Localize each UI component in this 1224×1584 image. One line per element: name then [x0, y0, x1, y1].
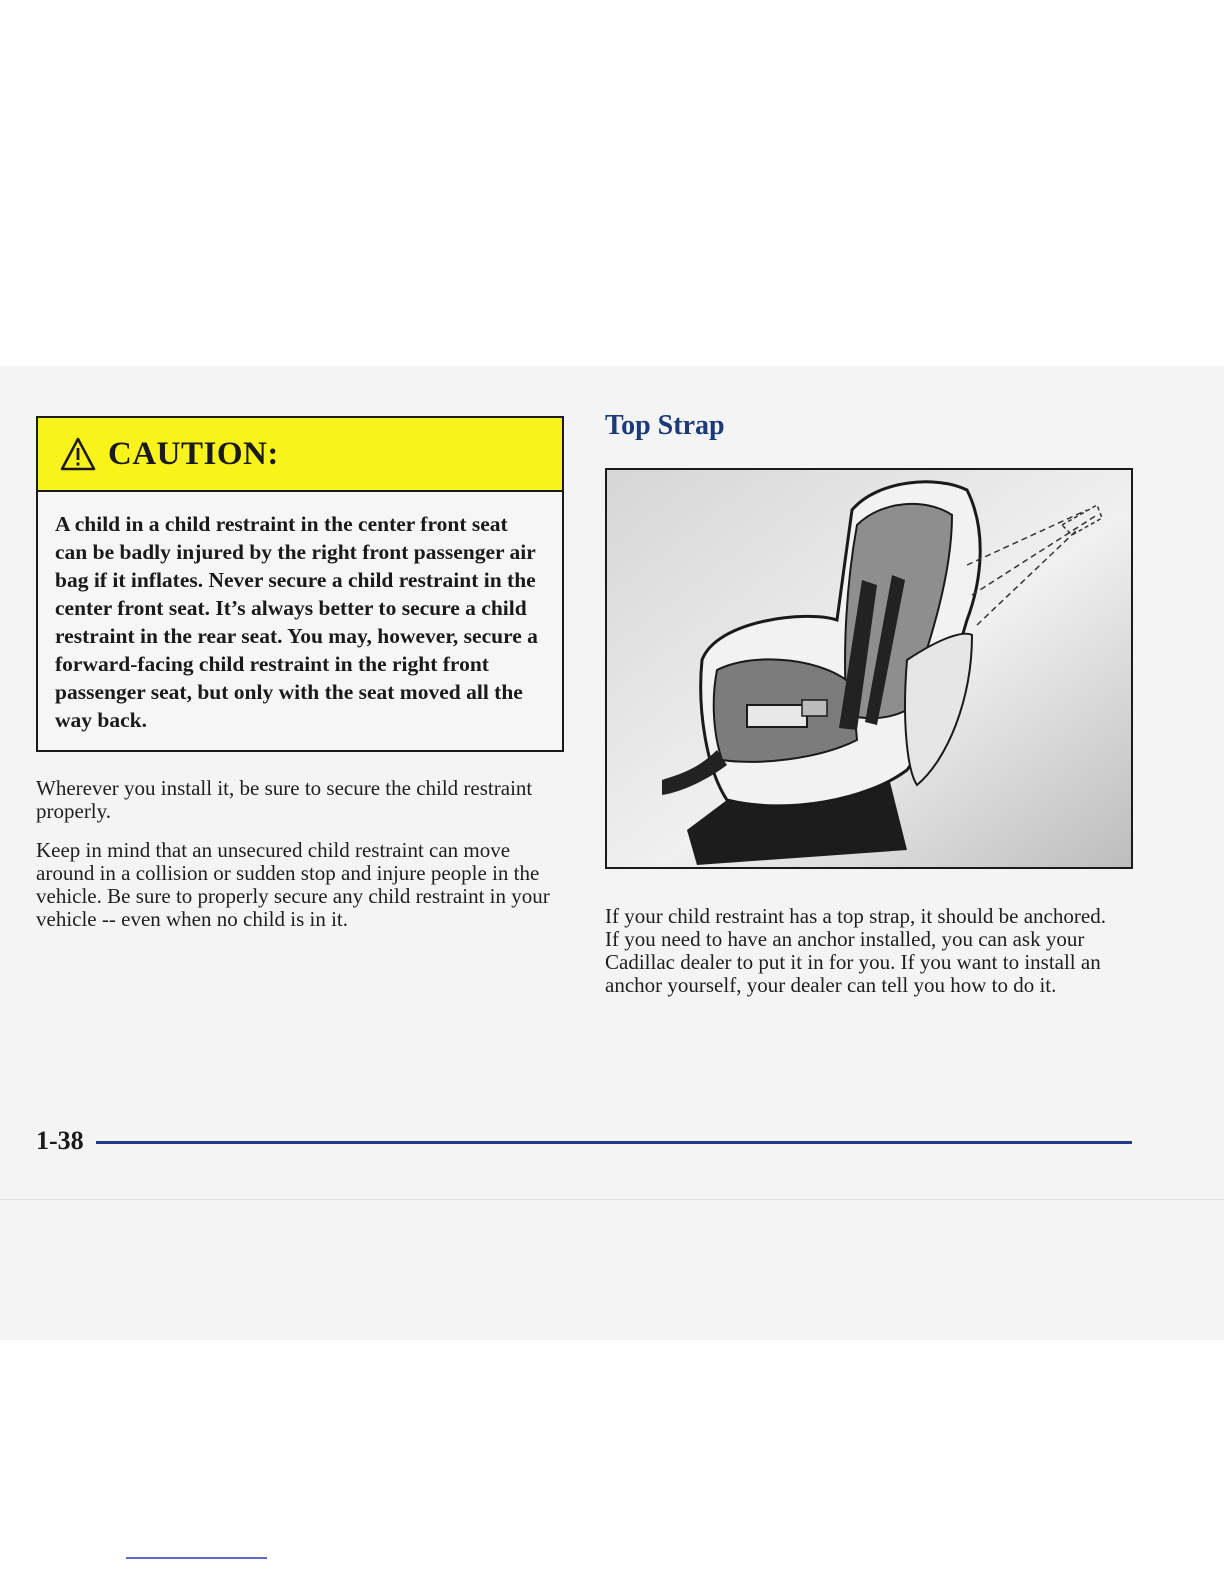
warning-triangle-icon [60, 437, 96, 471]
bottom-rule [126, 1557, 267, 1559]
left-paragraph-1: Wherever you install it, be sure to secure the child restraint properly. [36, 776, 533, 823]
caution-text: A child in a child restraint in the center front seat can be badly injured by the right front passenger air bag if it inflates. Never secure a child restraint in the center front seat. It’s always better to secure a child restraint in the rear seat. You may, however, secure a forward-facing child restraint in the right front passenger seat, but only with the seat moved all the way back. [55, 512, 538, 732]
caution-title: CAUTION: [108, 435, 279, 472]
footer-rule [96, 1141, 1132, 1144]
caution-box [36, 416, 564, 752]
child-seat-figure [605, 468, 1133, 869]
child-seat-top-strap-illustration [607, 470, 1131, 867]
page-divider [0, 1199, 1224, 1200]
caution-header [38, 418, 562, 492]
page-number: 1-38 [36, 1126, 84, 1155]
right-paragraph: If your child restraint has a top strap, it should be anchored. If you need to have an anchor installed, you can ask your Cadillac dealer to put it in for you. If you want to install an anchor yourself, your dealer can tell you how to do it. [605, 904, 1106, 997]
left-paragraph-2: Keep in mind that an unsecured child restraint can move around in a collision or sudden stop and injure people in the vehicle. Be sure to properly secure any child restraint in your vehicle -- even when no child is in it. [36, 838, 550, 931]
section-title: Top Strap [605, 410, 725, 441]
